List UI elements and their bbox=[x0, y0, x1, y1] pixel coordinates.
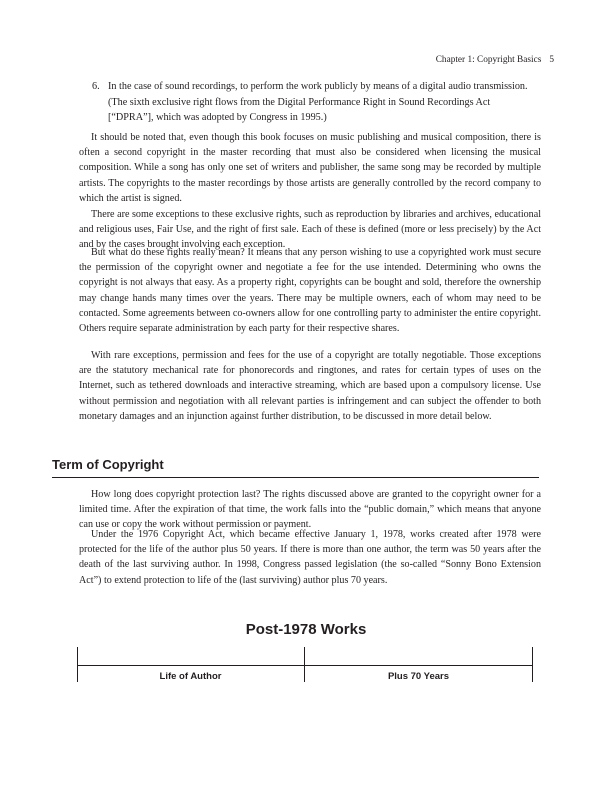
diagram-title: Post-1978 Works bbox=[245, 621, 367, 638]
timeline-line bbox=[77, 665, 533, 666]
paragraph-protection-duration: How long does copyright protection last? The rights discussed above are granted to the copyright owner for a limited time. After the expiration of that time, the work falls into the “public domain,” which means that anyone can use or copy the work without permission or payment. bbox=[79, 489, 541, 531]
paragraph-negotiable: With rare exceptions, permission and fees for the use of a copyright are totally negotiable. Those exceptions are the statutory mechanical rate for phonorecords and ringtones, and rates for certain types of uses on the Internet, such as tethered downloads and interactive streaming, which are based upon a compulsory license. Use without permission and negotiation with all relevant parties is infringement and can subject the offender to both monetary damages and an injunction against further distribution, to be discussed in more detail below. bbox=[79, 350, 541, 422]
paragraph-rights-meaning: But what do these rights really mean? It means that any person wishing to use a copyrighted work must secure the permission of the copyright owner and negotiate a fee for the use intended. Determining who owns the copyright is not always that easy. As a property right, copyrights can be bought and sold, therefore the ownership may change hands many times over the years. There may be multiple owners, each of whom may need to be contacted. Some agreements between co-owners allow for one controlling party to administer the entire copyright. Others require separate administration by each party for their respective shares. bbox=[79, 247, 541, 335]
paragraph-1976-act: Under the 1976 Copyright Act, which became effective January 1, 1978, works created after 1978 were protected for the life of the author plus 50 years. If there is more than one author, the term was 50 years after the death of the last surviving author. In 1998, Congress passed legislation (the so-called “Sonny Bono Extension Act”) to extend protection to life of the (last surviving) author plus 70 years. bbox=[79, 529, 541, 586]
paragraph-second-copyright: It should be noted that, even though this book focuses on music publishing and musical composition, there is often a second copyright in the master recording that must also be considered when licensing the musical composition. While a song has only one set of writers and publisher, the same song may be recorded by multiple artists. The copyrights to the master recordings by those artists are generally controlled by the record company to which the artist is signed. bbox=[79, 132, 541, 204]
section-divider bbox=[52, 477, 539, 478]
chapter-title: Chapter 1: Copyright Basics bbox=[435, 55, 542, 65]
timeline-diagram bbox=[77, 647, 533, 681]
list-item-number: 6. bbox=[92, 81, 100, 92]
paragraph-exceptions: There are some exceptions to these exclusive rights, such as reproduction by libraries and archives, educational and religious uses, Fair Use, and the right of first sale. Each of these is defined (more or less precisely) by the Act and by the cases brought involving each exception. bbox=[79, 209, 541, 251]
running-header bbox=[436, 55, 554, 65]
segment-label-plus-70-years: Plus 70 Years bbox=[387, 671, 450, 682]
segment-label-life-of-author: Life of Author bbox=[159, 671, 222, 682]
list-item-text: In the case of sound recordings, to perform the work publicly by means of a digital audio transmission. (The sixth exclusive right flows from the Digital Performance Right in Sound Recordings Act [“DPRA”], which was adopted by Congress in 1995.) bbox=[108, 81, 528, 123]
page-number: 5 bbox=[549, 55, 554, 65]
timeline-end-tick bbox=[532, 647, 533, 682]
section-heading: Term of Copyright bbox=[52, 457, 164, 472]
